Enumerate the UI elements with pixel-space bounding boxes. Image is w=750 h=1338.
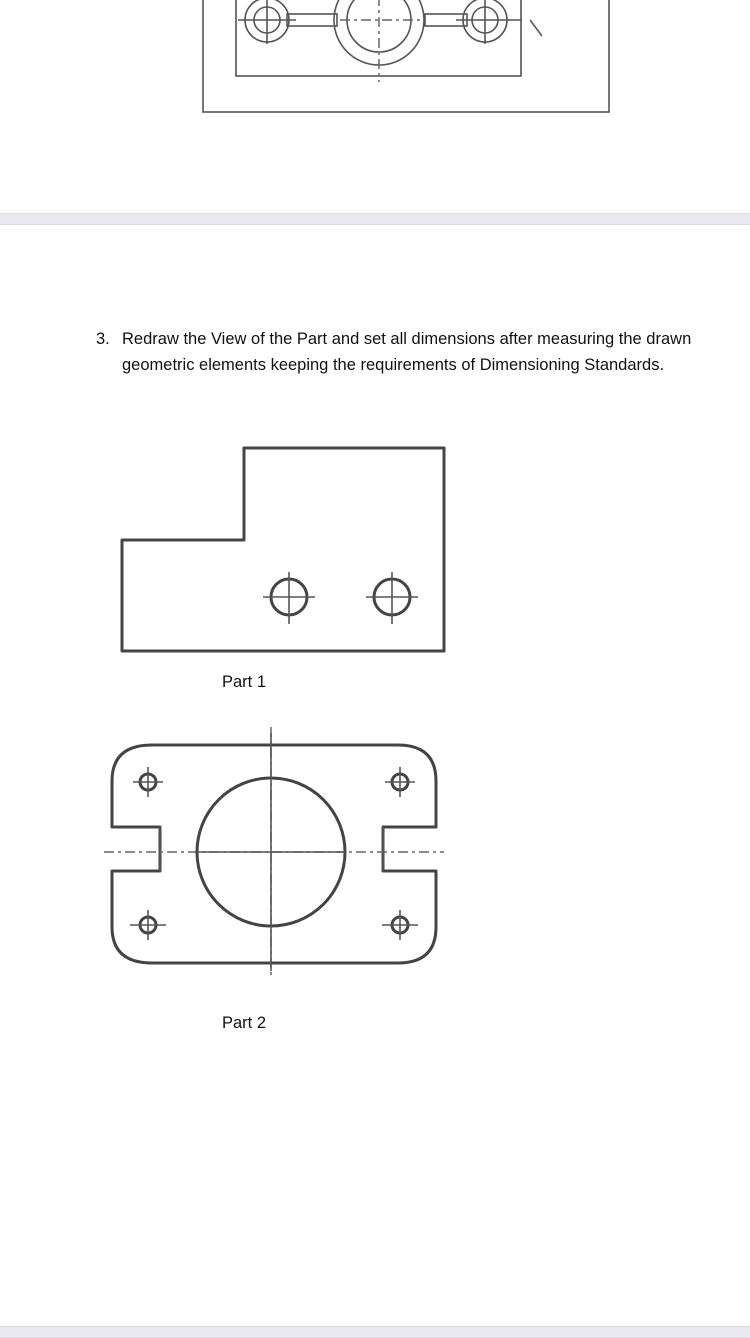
question-number: 3. bbox=[96, 330, 110, 348]
hole-bottom-left bbox=[130, 910, 166, 940]
part-1-drawing bbox=[0, 440, 750, 670]
hole-top-left bbox=[133, 767, 163, 797]
hole-2 bbox=[366, 572, 418, 624]
page-separator-bottom bbox=[0, 1326, 750, 1338]
hole-bottom-right bbox=[382, 910, 418, 940]
part-1-caption: Part 1 bbox=[222, 673, 267, 691]
previous-page-drawing bbox=[0, 0, 750, 120]
page-separator bbox=[0, 213, 750, 225]
part-2-caption: Part 2 bbox=[222, 1014, 267, 1032]
part-1-outline bbox=[122, 448, 444, 651]
hole-top-right bbox=[385, 767, 415, 797]
part-2-drawing bbox=[0, 725, 750, 985]
hole-1 bbox=[263, 572, 315, 624]
question-text: Redraw the View of the Part and set all dimensions after measuring the drawn geometric elements keeping the requirements of Dimensioning Standards. bbox=[122, 330, 692, 374]
question-3 bbox=[96, 327, 696, 378]
